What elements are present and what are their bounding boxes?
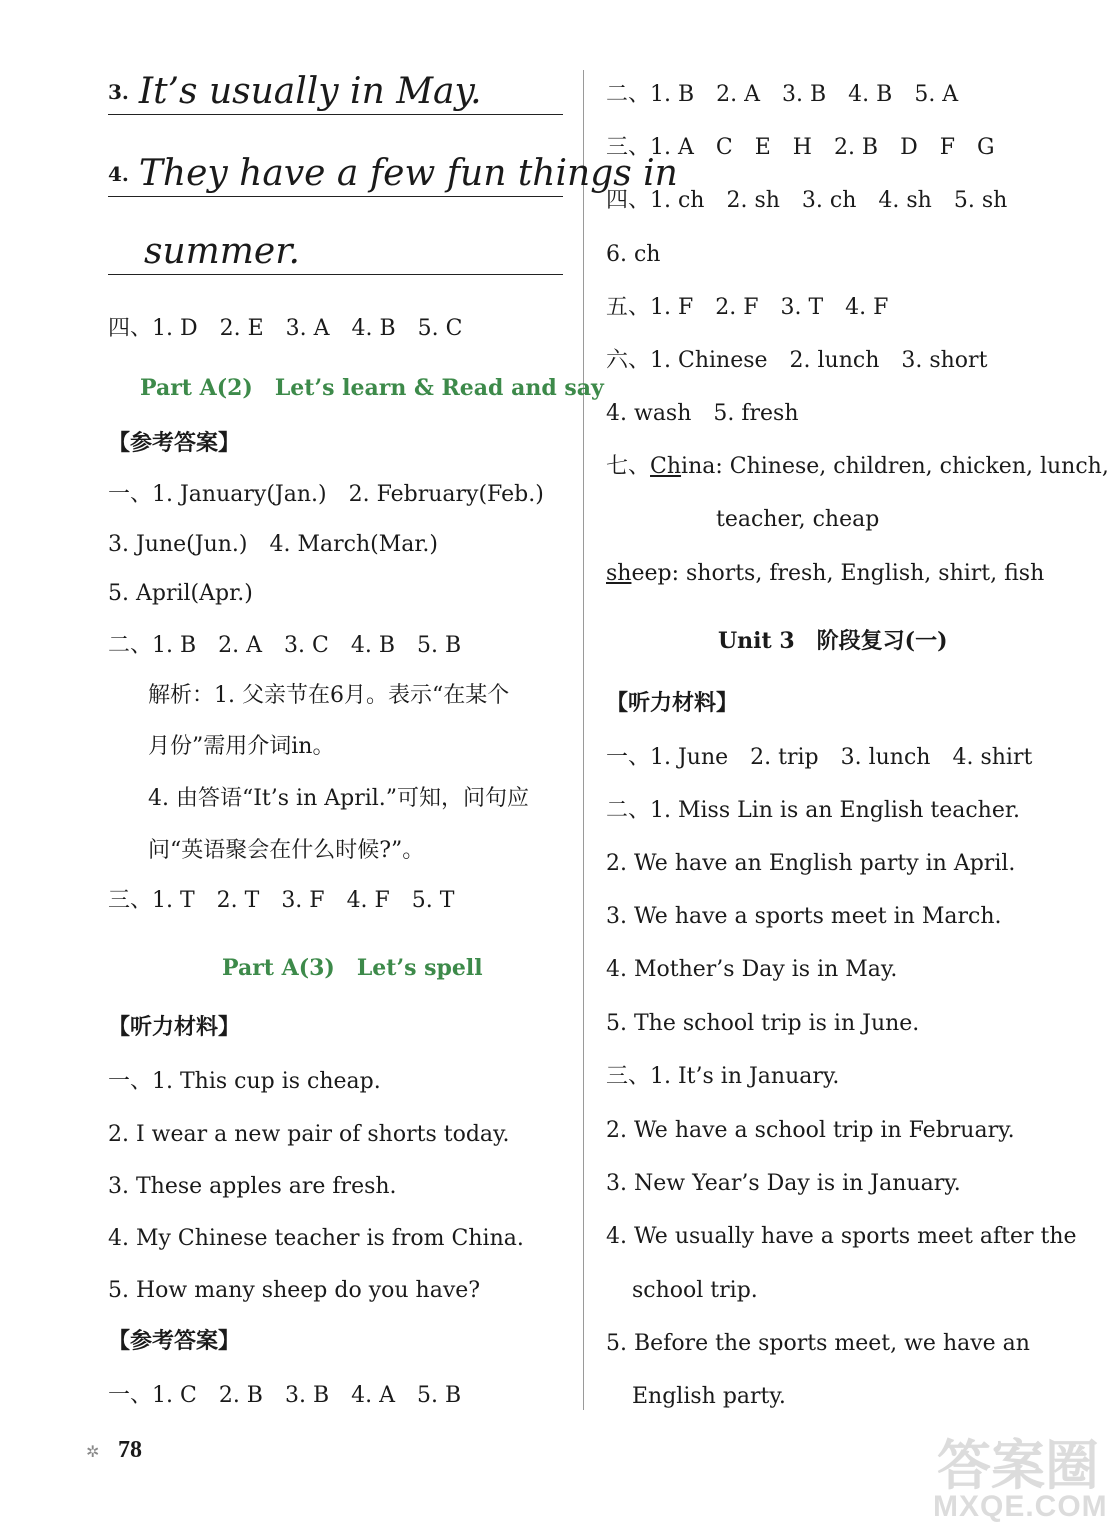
answer-key-heading: 【参考答案】 <box>108 430 241 456</box>
listening-line: 4. My Chinese teacher is from China. <box>108 1226 524 1251</box>
answer-line: 二、1. B 2. A 3. B 4. B 5. A <box>606 82 959 107</box>
listening-material-heading: 【听力材料】 <box>108 1014 241 1040</box>
answer-line: 6. ch <box>606 242 661 267</box>
handwritten-answer-4a: $^{4.}$ They have a few fun things in <box>108 152 563 197</box>
answer-line: 三、1. A C E H 2. B D F G <box>606 135 995 160</box>
answer-line: 4. wash 5. fresh <box>606 401 799 426</box>
listening-line: 2. We have an English party in April. <box>606 851 1016 876</box>
explanation-line: 4. 由答语“It’s in April.”可知，问句应 <box>148 786 530 811</box>
handwritten-answer-4b: summer. <box>108 230 563 275</box>
listening-line: 5. How many sheep do you have? <box>108 1278 481 1303</box>
listening-line: 3. These apples are fresh. <box>108 1174 397 1199</box>
listening-line: 2. I wear a new pair of shorts today. <box>108 1122 510 1147</box>
listening-line: 4. Mother’s Day is in May. <box>606 957 898 982</box>
listening-line: 三、1. It’s in January. <box>606 1064 840 1089</box>
phonics-line-sh: sheep: shorts, fresh, English, shirt, fish <box>606 561 1045 586</box>
answer-key-heading: 【参考答案】 <box>108 1328 241 1354</box>
answer-line: 一、1. January(Jan.) 2. February(Feb.) <box>108 482 544 507</box>
listening-line: 5. Before the sports meet, we have an <box>606 1331 1030 1356</box>
listening-material-heading: 【听力材料】 <box>606 690 739 716</box>
answer-line: 五、1. F 2. F 3. T 4. F <box>606 295 889 320</box>
part-a2-heading: Part A(2) Let’s learn & Read and say <box>140 375 604 401</box>
listening-line: 5. The school trip is in June. <box>606 1011 920 1036</box>
listening-line: 一、1. June 2. trip 3. lunch 4. shirt <box>606 745 1033 770</box>
answer-line: 三、1. T 2. T 3. F 4. F 5. T <box>108 888 455 913</box>
answer-line: 5. April(Apr.) <box>108 581 253 606</box>
answer-line: 二、1. B 2. A 3. C 4. B 5. B <box>108 633 462 658</box>
answer-line: 一、1. C 2. B 3. B 4. A 5. B <box>108 1383 462 1408</box>
phonics-line-continued: teacher, cheap <box>716 507 880 532</box>
answer-line: 六、1. Chinese 2. lunch 3. short <box>606 348 988 373</box>
listening-line: 一、1. This cup is cheap. <box>108 1069 381 1094</box>
part-a3-heading: Part A(3) Let’s spell <box>222 955 483 981</box>
explanation-line: 月份”需用介词in。 <box>148 734 335 759</box>
listening-line: 3. New Year’s Day is in January. <box>606 1171 961 1196</box>
listening-line: 二、1. Miss Lin is an English teacher. <box>606 798 1020 823</box>
answer-line: 3. June(Jun.) 4. March(Mar.) <box>108 532 439 557</box>
explanation-line: 解析：1. 父亲节在6月。表示“在某个 <box>148 683 510 708</box>
explanation-line: 问“英语聚会在什么时候?”。 <box>148 838 425 863</box>
phonics-line-ch: 七、China: Chinese, children, chicken, lunch, <box>606 454 1109 479</box>
unit-3-heading: Unit 3 阶段复习(一) <box>718 628 948 654</box>
column-divider <box>583 70 584 1410</box>
star-icon: ✲ <box>86 1442 100 1461</box>
watermark-logo: 答案圈 MXQE.COM <box>933 1434 1108 1523</box>
listening-line: 2. We have a school trip in February. <box>606 1118 1015 1143</box>
listening-line: school trip. <box>632 1278 758 1303</box>
handwritten-answer-3: $^{3.}$ It’s usually in May. <box>108 70 563 115</box>
listening-line: 4. We usually have a sports meet after the <box>606 1224 1077 1249</box>
answer-line: 四、1. ch 2. sh 3. ch 4. sh 5. sh <box>606 188 1008 213</box>
listening-line: English party. <box>632 1384 786 1409</box>
section-four-answers: 四、1. D 2. E 3. A 4. B 5. C <box>108 316 463 341</box>
listening-line: 3. We have a sports meet in March. <box>606 904 1002 929</box>
page-number: 78 <box>118 1437 142 1463</box>
